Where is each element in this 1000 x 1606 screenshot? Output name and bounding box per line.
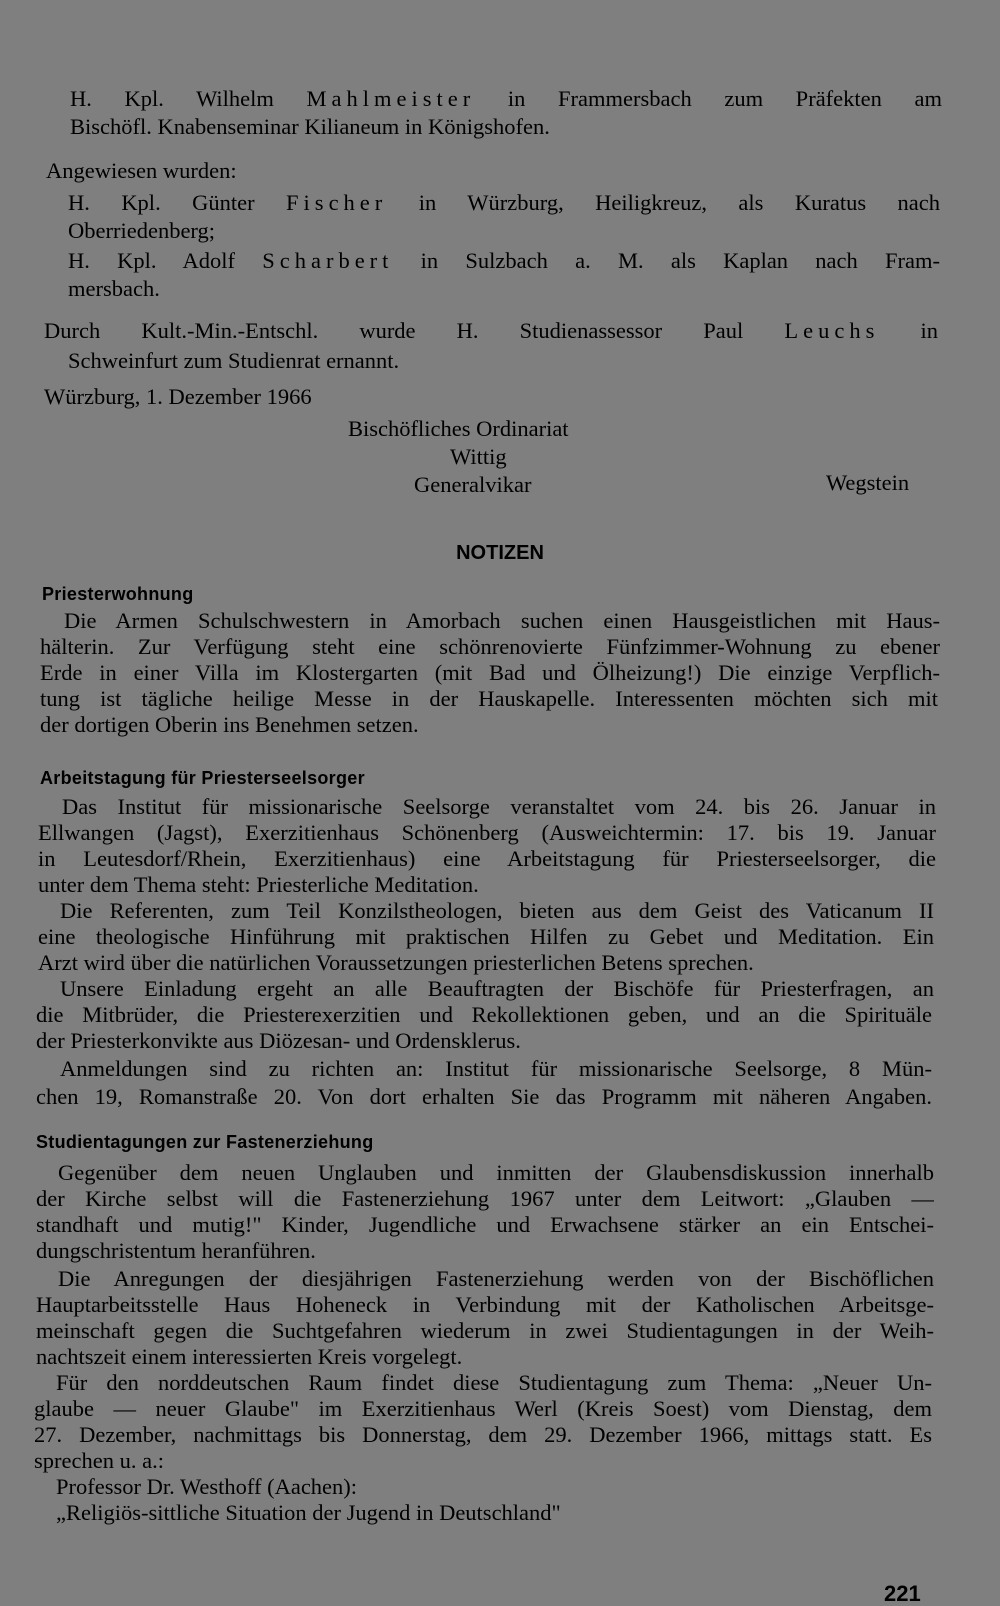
signature-second-name: Wegstein	[826, 470, 910, 495]
text-line: Unsere Einladung ergeht an alle Beauftragten der Bischöfe für Priesterfragen, an	[60, 976, 934, 1001]
text-span: in Würzburg, Heiligkreuz, als Kuratus nach	[387, 190, 940, 215]
text-line: Anmeldungen sind zu richten an: Institut für missionarische Seelsorge, 8 Mün-	[60, 1056, 932, 1081]
page-number: 221	[884, 1581, 921, 1606]
text-span: in Frammersbach zum Präfekten am	[475, 86, 942, 111]
text-line: Für den norddeutschen Raum findet diese Studientagung zum Thema: „Neuer Un-	[56, 1370, 932, 1395]
section-heading: Arbeitstagung für Priesterseelsorger	[40, 768, 365, 788]
text-line: nachtszeit einem interessierten Kreis vorgelegt.	[36, 1344, 463, 1369]
text-line: glaube — neuer Glaube" im Exerzitienhaus Werl (Kreis Soest) vom Dienstag, dem	[34, 1396, 932, 1421]
signature-name: Wittig	[450, 444, 507, 469]
text-span: in	[879, 318, 938, 343]
text-line: chen 19, Romanstraße 20. Von dort erhalten Sie das Programm mit näheren Angaben.	[36, 1084, 932, 1109]
text-line: „Religiös-sittliche Situation der Jugend in Deutschland"	[56, 1500, 561, 1525]
text-line: in Leutesdorf/Rhein, Exerzitienhaus) eine Arbeitstagung für Priesterseelsorger, die	[38, 846, 936, 871]
text-line: Erde in einer Villa im Klostergarten (mit Bad und Ölheizung!) Die einzige Verpflich-	[40, 660, 940, 685]
person-name: Fischer	[286, 190, 388, 215]
text-line: Ellwangen (Jagst), Exerzitienhaus Schönenberg (Ausweichtermin: 17. bis 19. Januar	[38, 820, 936, 845]
announcement-line	[68, 248, 940, 274]
text-span: in Sulzbach a. M. als Kaplan nach Fram-	[393, 248, 940, 273]
text-line: meinschaft gegen die Suchtgefahren wiederum in zwei Studientagungen in der Weih-	[36, 1318, 934, 1343]
signature-role: Generalvikar	[414, 472, 532, 497]
announcement-line: Oberriedenberg;	[68, 218, 216, 243]
text-line: der Priesterkonvikte aus Diözesan- und Ordensklerus.	[36, 1028, 521, 1053]
text-line: der Kirche selbst will die Fastenerziehung 1967 unter dem Leitwort: „Glauben —	[36, 1186, 934, 1211]
announcement-line: mersbach.	[68, 276, 160, 301]
announcement-line: Bischöfl. Knabenseminar Kilianeum in Königshofen.	[70, 114, 550, 139]
text-line: Die Armen Schulschwestern in Amorbach suchen einen Hausgeistlichen mit Haus-	[64, 608, 940, 633]
text-line: die Mitbrüder, die Priesterexerzitien und Rekollektionen geben, und an die Spirituäle	[36, 1002, 932, 1027]
text-line: Die Referenten, zum Teil Konzilstheologen, bieten aus dem Geist des Vaticanum II	[60, 898, 934, 923]
announcement-line	[44, 318, 938, 344]
person-name: Leuchs	[784, 318, 880, 343]
text-line: hälterin. Zur Verfügung steht eine schönrenovierte Fünfzimmer-Wohnung zu ebener	[40, 634, 940, 659]
text-line: der dortigen Oberin ins Benehmen setzen.	[40, 712, 419, 737]
date-line: Würzburg, 1. Dezember 1966	[44, 384, 312, 409]
text-line: standhaft und mutig!" Kinder, Jugendliche und Erwachsene stärker an ein Entschei-	[36, 1212, 934, 1237]
text-line: 27. Dezember, nachmittags bis Donnerstag, dem 29. Dezember 1966, mittags statt. Es	[34, 1422, 932, 1447]
signature-office: Bischöfliches Ordinariat	[348, 416, 569, 441]
person-name: Scharbert	[262, 248, 394, 273]
announcement-line: Schweinfurt zum Studienrat ernannt.	[68, 348, 400, 373]
text-line: dungschristentum heranführen.	[36, 1238, 316, 1263]
text-span: H. Kpl. Adolf	[68, 248, 263, 273]
text-span: H. Kpl. Wilhelm	[70, 86, 307, 111]
announcement-line	[70, 86, 942, 112]
text-line: Arzt wird über die natürlichen Voraussetzungen priesterlichen Betens sprechen.	[38, 950, 754, 975]
section-heading: Priesterwohnung	[42, 584, 194, 604]
text-line: Hauptarbeitsstelle Haus Hoheneck in Verbindung mit der Katholischen Arbeitsge-	[36, 1292, 934, 1317]
section-heading: Studientagungen zur Fastenerziehung	[36, 1132, 374, 1152]
notizen-title: NOTIZEN	[456, 542, 544, 564]
text-span: Durch Kult.-Min.-Entschl. wurde H. Studienassessor Paul	[44, 318, 785, 343]
text-span: H. Kpl. Günter	[68, 190, 287, 215]
text-line: tung ist tägliche heilige Messe in der Hauskapelle. Interessenten möchten sich mit	[40, 686, 938, 711]
person-name: Mahlmeister	[306, 86, 476, 111]
text-line: unter dem Thema steht: Priesterliche Meditation.	[38, 872, 479, 897]
announcement-line: Angewiesen wurden:	[46, 158, 237, 183]
text-line: Die Anregungen der diesjährigen Fastenerziehung werden von der Bischöflichen	[58, 1266, 934, 1291]
text-line: Gegenüber dem neuen Unglauben und inmitten der Glaubensdiskussion innerhalb	[58, 1160, 934, 1185]
announcement-line	[68, 190, 940, 216]
text-line: Professor Dr. Westhoff (Aachen):	[56, 1474, 358, 1499]
text-line: Das Institut für missionarische Seelsorge veranstaltet vom 24. bis 26. Januar in	[62, 794, 936, 819]
text-line: sprechen u. a.:	[34, 1448, 164, 1473]
text-line: eine theologische Hinführung mit praktischen Hilfen zu Gebet und Meditation. Ein	[38, 924, 934, 949]
